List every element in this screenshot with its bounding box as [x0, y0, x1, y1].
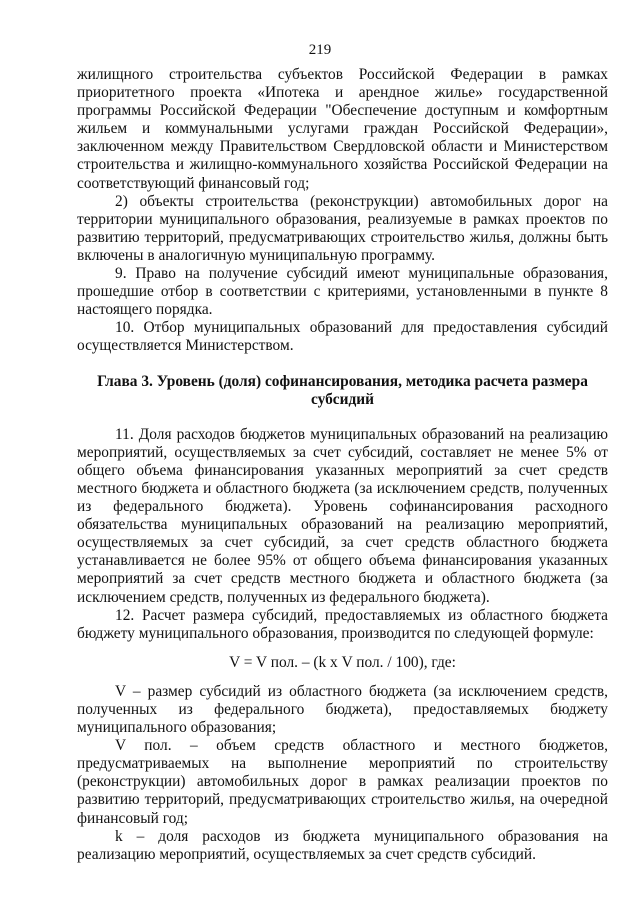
paragraph-intro-continuation: жилищного строительства субъектов Российской Федерации в рамках приоритетного проекта «Ипотека и арендное жилье» государственной программы Российской Федерации "Обеспечение доступным и комфортным жильем и коммунальными услугами граждан Российской Федерации», заключенном между Правительством Свердловской области и Министерством строительства и жилищно-коммунального хозяйства Российской Федерации на соответствующий финансовый год; — [77, 66, 608, 192]
paragraph-10: 10. Отбор муниципальных образований для предоставления субсидий осуществляется Министерством. — [77, 319, 608, 355]
paragraph-item-2: 2) объекты строительства (реконструкции) автомобильных дорог на территории муниципального образования, реализуемые в рамках проектов по развитию территорий, предусматривающих строительство жилья, должны быть включены в аналогичную муниципальную программу. — [77, 192, 608, 264]
paragraph-12: 12. Расчет размера субсидий, предоставляемых из областного бюджета бюджету муниципального образования, производится по следующей формуле: — [77, 606, 608, 642]
formula: V = V пол. – (k х V пол. / 100), где: — [229, 653, 456, 671]
paragraph-9: 9. Право на получение субсидий имеют муниципальные образования, прошедшие отбор в соответствии с критериями, установленными в пункте 8 настоящего порядка. — [77, 265, 608, 319]
definition-v-pol: V пол. – объем средств областного и местного бюджетов, предусматриваемых на выполнение мероприятий по строительству (реконструкции) автомобильных дорог в рамках реализации проектов по развитию территорий, предусматривающих строительство жилья, на очередной финансовый год; — [77, 737, 608, 827]
page-number: 219 — [308, 42, 332, 58]
definition-v: V – размер субсидий из областного бюджета (за исключением средств, полученных из федерального бюджета), предоставляемых бюджету муниципального образования; — [77, 682, 608, 737]
definition-k: k – доля расходов из бюджета муниципального образования на реализацию мероприятий, осуществляемых за счет средств субсидий. — [77, 827, 608, 863]
document-body — [77, 66, 608, 864]
paragraph-11: 11. Доля расходов бюджетов муниципальных образований на реализацию мероприятий, осуществляемых за счет субсидий, составляет не менее 5% от общего объема финансирования указанных мероприятий за счет средств местного бюджета и областного бюджета (за исключением средств, полученных из федерального бюджета). Уровень софинансирования расходного обязательства муниципальных образований на реализацию мероприятий, осуществляемых за счет субсидий, за счет средств областного бюджета устанавливается не более 95% от общего объема финансирования указанных мероприятий за счет средств местного бюджета и областного бюджета (за исключением средств, полученных из федерального бюджета). — [77, 425, 608, 606]
chapter-heading: Глава 3. Уровень (доля) софинансирования, методика расчета размера субсидий — [97, 372, 588, 408]
